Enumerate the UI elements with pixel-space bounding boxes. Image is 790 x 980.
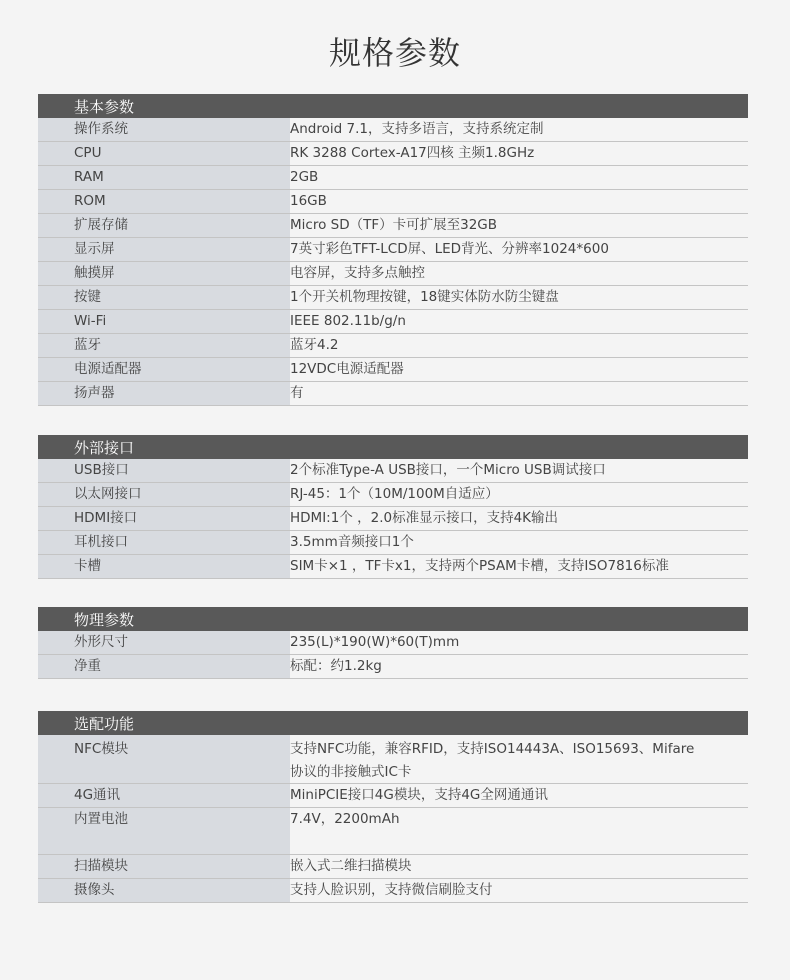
- spec-key: 扫描模块: [38, 855, 290, 878]
- spec-key: CPU: [38, 142, 290, 165]
- spec-value: 2个标准Type-A USB接口，一个Micro USB调试接口: [290, 459, 748, 482]
- spec-row: [38, 784, 748, 808]
- spec-key: 触摸屏: [38, 262, 290, 285]
- spec-key: 按键: [38, 286, 290, 309]
- spec-key: 扩展存储: [38, 214, 290, 237]
- spec-row: [38, 808, 748, 855]
- spec-key: 以太网接口: [38, 483, 290, 506]
- spec-key: RAM: [38, 166, 290, 189]
- spec-key: 4G通讯: [38, 784, 290, 807]
- spec-row: [38, 190, 748, 214]
- spec-row: [38, 214, 748, 238]
- section-header: 选配功能: [38, 711, 748, 735]
- spec-value: 电容屏，支持多点触控: [290, 262, 748, 285]
- spec-row: [38, 855, 748, 879]
- section-interfaces: [38, 435, 748, 579]
- spec-row: [38, 310, 748, 334]
- spec-row: [38, 238, 748, 262]
- section-header: 物理参数: [38, 607, 748, 631]
- spec-value: HDMI:1个 ，2.0标准显示接口，支持4K输出: [290, 507, 748, 530]
- spec-value: 支持NFC功能，兼容RFID，支持ISO14443A、ISO15693、Mifare: [290, 741, 695, 757]
- spec-value-continued: 协议的非接触式IC卡: [290, 764, 412, 780]
- spec-value-block: [290, 735, 748, 783]
- spec-value: IEEE 802.11b/g/n: [290, 310, 748, 333]
- spec-value: 标配：约1.2kg: [290, 655, 748, 678]
- spec-row: [38, 334, 748, 358]
- section-basic: [38, 94, 748, 406]
- spec-row: [38, 483, 748, 507]
- spec-row: [38, 879, 748, 903]
- spec-key: 蓝牙: [38, 334, 290, 357]
- section-header: 基本参数: [38, 94, 748, 118]
- spec-row: [38, 459, 748, 483]
- spec-value: 7.4V，2200mAh: [290, 808, 748, 854]
- spec-value: RJ-45：1个（10M/100M自适应）: [290, 483, 748, 506]
- spec-key: 外形尺寸: [38, 631, 290, 654]
- spec-key: 净重: [38, 655, 290, 678]
- spec-row: [38, 358, 748, 382]
- spec-key: 操作系统: [38, 118, 290, 141]
- spec-row: [38, 735, 748, 784]
- spec-row: [38, 286, 748, 310]
- spec-value: 3.5mm音频接口1个: [290, 531, 748, 554]
- spec-value: MiniPCIE接口4G模块，支持4G全网通通讯: [290, 784, 748, 807]
- spec-key: USB接口: [38, 459, 290, 482]
- spec-value: 有: [290, 382, 748, 405]
- spec-key: Wi-Fi: [38, 310, 290, 333]
- spec-value: 7英寸彩色TFT-LCD屏、LED背光、分辨率1024*600: [290, 238, 748, 261]
- spec-row: [38, 555, 748, 579]
- spec-row: [38, 166, 748, 190]
- spec-row: [38, 142, 748, 166]
- spec-key: 电源适配器: [38, 358, 290, 381]
- spec-key: 耳机接口: [38, 531, 290, 554]
- spec-value: Android 7.1，支持多语言，支持系统定制: [290, 118, 748, 141]
- section-optional: [38, 711, 748, 903]
- spec-row: [38, 382, 748, 406]
- spec-value: 嵌入式二维扫描模块: [290, 855, 748, 878]
- spec-value: 12VDC电源适配器: [290, 358, 748, 381]
- spec-key: 摄像头: [38, 879, 290, 902]
- spec-value: 1个开关机物理按键，18键实体防水防尘键盘: [290, 286, 748, 309]
- page-title: 规格参数: [328, 34, 461, 72]
- spec-value: 235(L)*190(W)*60(T)mm: [290, 631, 748, 654]
- spec-key: NFC模块: [38, 735, 290, 783]
- spec-key: 显示屏: [38, 238, 290, 261]
- spec-value: 支持人脸识别，支持微信刷脸支付: [290, 879, 748, 902]
- spec-value: Micro SD（TF）卡可扩展至32GB: [290, 214, 748, 237]
- section-header: 外部接口: [38, 435, 748, 459]
- spec-row: [38, 262, 748, 286]
- spec-key: 内置电池: [38, 808, 290, 854]
- spec-row: [38, 631, 748, 655]
- spec-key: 扬声器: [38, 382, 290, 405]
- spec-value: 蓝牙4.2: [290, 334, 748, 357]
- spec-value: SIM卡×1 ，TF卡x1，支持两个PSAM卡槽，支持ISO7816标准: [290, 555, 748, 578]
- spec-row: [38, 655, 748, 679]
- spec-key: ROM: [38, 190, 290, 213]
- spec-value: RK 3288 Cortex-A17四核 主频1.8GHz: [290, 142, 748, 165]
- spec-value: 2GB: [290, 166, 748, 189]
- spec-key: HDMI接口: [38, 507, 290, 530]
- spec-key: 卡槽: [38, 555, 290, 578]
- section-physical: [38, 607, 748, 679]
- spec-row: [38, 507, 748, 531]
- spec-value: 16GB: [290, 190, 748, 213]
- spec-row: [38, 531, 748, 555]
- spec-row: [38, 118, 748, 142]
